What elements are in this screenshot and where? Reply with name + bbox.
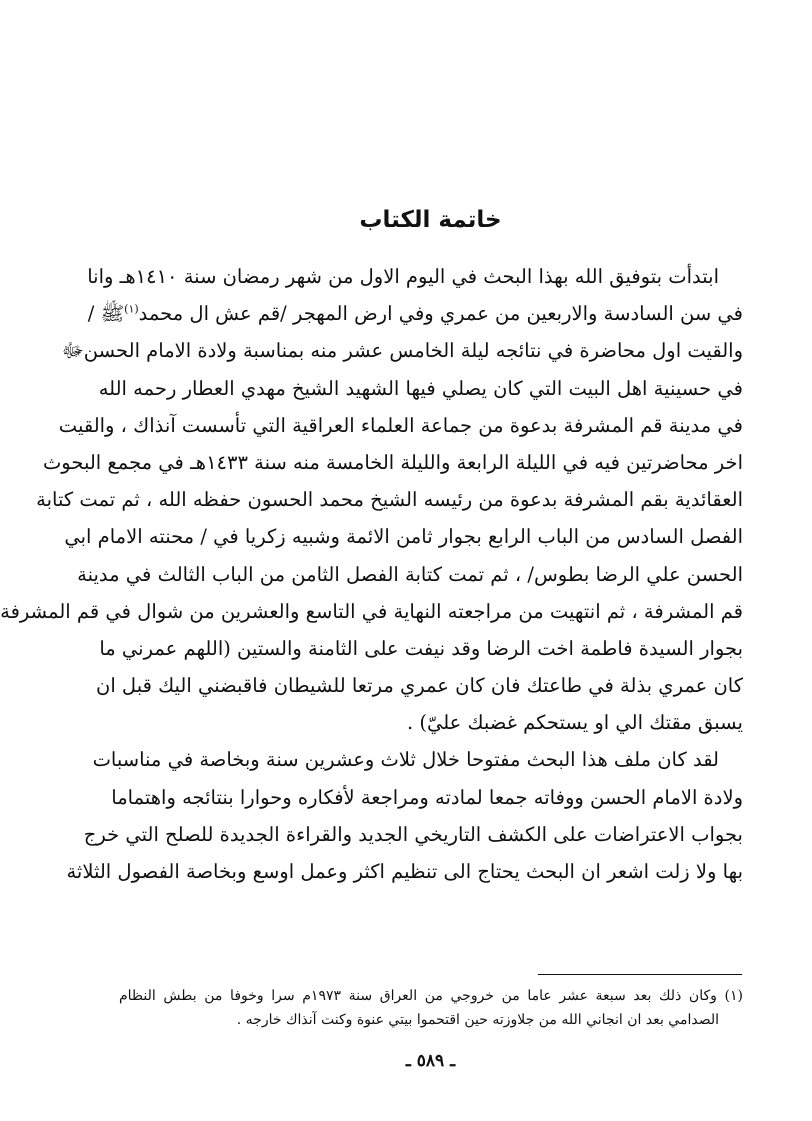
slash-separator: / — [87, 302, 101, 326]
paragraph-1-line-8: الفصل السادس من الباب الرابع بجوار ثامن الائمة وشبيه زكريا في / محنته الامام ابي — [64, 525, 743, 549]
footnote-line-2: الصدامي بعد ان انجاني الله من جلاوزته حين اقتحموا بيتي عنوة وكنت آنذاك خارجه . — [236, 1012, 719, 1028]
paragraph-1-line-3 — [61, 332, 743, 369]
paragraph-1-line-5: في مدينة قم المشرفة بدعوة من جماعة العلماء العراقية التي تأسست آنذاك ، والقيت — [58, 413, 743, 437]
paragraph-1-line-12: كان عمري بذلة في طاعتك فان كان عمري مرتعا للشيطان فاقبضني اليك قبل ان — [96, 674, 743, 698]
paragraph-1-line-13: يسبق مقتك الي او يستحكم غضبك عليّ) . — [406, 711, 743, 735]
page-title: خاتمة الكتاب — [359, 207, 502, 233]
footnote-line-1: (١) وكان ذلك بعد سبعة عشر عاما من خروجي من العراق سنة ١٩٧٣م سرا وخوفا من بطش النظام — [119, 988, 743, 1004]
line-text: والقيت اول محاضرة في نتائجه ليلة الخامس عشر منه بمناسبة ولادة الامام الحسن — [83, 339, 743, 363]
paragraph-2-line-2: ولادة الامام الحسن ووفاته جمعا لمادته ومراجعة لأفكاره وحوارا بنتائجه واهتماما — [111, 785, 743, 809]
honorific-saaw-symbol: ﷺ — [100, 302, 125, 326]
footnote-divider — [538, 974, 742, 975]
honorific-symbol: ﷻ — [61, 339, 84, 363]
footnote — [119, 984, 743, 1032]
paragraph-2-line-1: لقد كان ملف هذا البحث مفتوحا خلال ثلاث وعشرين سنة وبخاصة في مناسبات — [92, 748, 719, 772]
paragraph-2-line-4: بها ولا زلت اشعر ان البحث يحتاج الى تنظيم اكثر وعمل اوسع وبخاصة الفصول الثلاثة — [66, 860, 743, 883]
paragraph-1-line-9: الحسن علي الرضا بطوس/ ، ثم تمت كتابة الفصل الثامن من الباب الثالث في مدينة — [77, 562, 743, 586]
paragraph-2-line-3: بجواب الاعتراضات على الكشف التاريخي الجديد والقراءة الجديدة للصلح التي خرج — [83, 822, 743, 846]
body-text — [0, 258, 743, 890]
paragraph-1-line-11: بجوار السيدة فاطمة اخت الرضا وقد نيفت على الثامنة والستين (اللهم عمرني ما — [99, 636, 743, 660]
paragraph-1-line-4: في حسينية اهل البيت التي كان يصلي فيها الشهيد الشيخ مهدي العطار رحمه الله — [98, 376, 743, 400]
footnote-marker: (١) — [124, 302, 139, 316]
line-text: في سن السادسة والاربعين من عمري وفي ارض المهجر /قم عش ال محمد — [138, 302, 743, 326]
paragraph-1-line-10: قم المشرفة ، ثم انتهيت من مراجعته النهاية في التاسع والعشرين من شوال في قم المشرفة — [0, 599, 743, 623]
paragraph-1-line-7: العقائدية بقم المشرفة بدعوة من رئيسه الشيخ محمد الحسون حفظه الله ، ثم تمت كتابة — [36, 488, 743, 512]
paragraph-1-line-2 — [87, 295, 743, 332]
page-number: ـ ٥٨٩ ـ — [405, 1051, 456, 1071]
paragraph-1-line-1: ابتدأت بتوفيق الله بهذا البحث في اليوم الاول من شهر رمضان سنة ١٤١٠هـ وانا — [87, 265, 719, 288]
paragraph-1-line-6: اخر محاضرتين فيه في الليلة الرابعة والليلة الخامسة منه سنة ١٤٣٣هـ في مجمع البحوث — [42, 450, 743, 474]
